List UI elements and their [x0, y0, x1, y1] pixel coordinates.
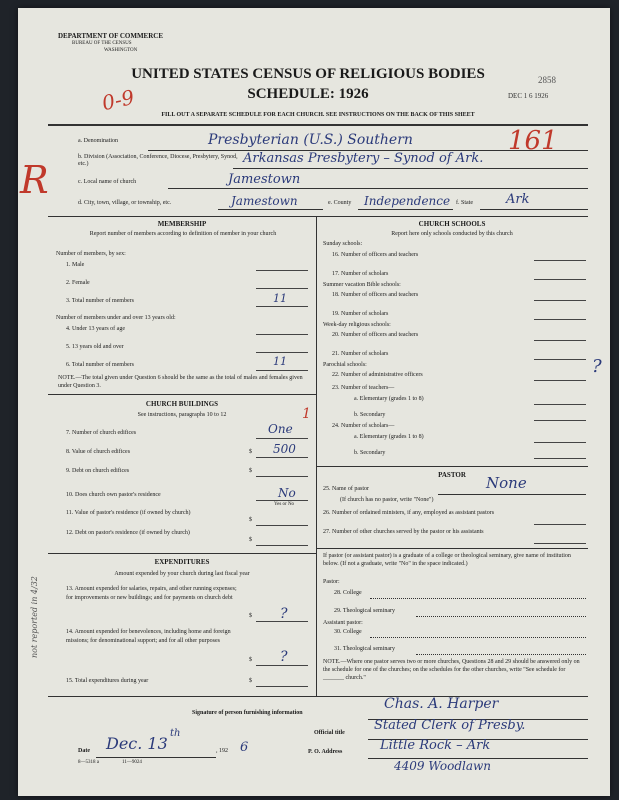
- po-address-street: 4409 Woodlawn: [394, 759, 491, 773]
- q27: 27. Number of other churches served by the pastor or his assistants: [323, 529, 484, 535]
- q23: 23. Number of teachers—: [332, 385, 395, 391]
- q3-total: 3. Total number of members: [66, 298, 134, 304]
- state-value: Ark: [506, 192, 530, 207]
- q26: 26. Number of ordained ministers, if any, employed as assistant pastors: [323, 510, 495, 516]
- q25-hint: (If church has no pastor, write "None"): [340, 497, 434, 503]
- q13-running-expenses: 13. Amount expended for salaries, repairs, and other running expenses; for improvements or new buildings; and for payments on church debt: [66, 586, 237, 601]
- q13-value: ?: [280, 606, 288, 622]
- q12-dollar: $: [249, 537, 252, 543]
- q25-value: None: [486, 474, 527, 492]
- q16: 16. Number of officers and teachers: [332, 252, 419, 258]
- q11-value-residence: 11. Value of pastor's residence (if owned by church): [66, 510, 191, 516]
- buildings-intro: See instructions, paragraphs 10 to 12: [137, 412, 227, 418]
- q2-female: 2. Female: [66, 280, 90, 286]
- q7-red-mark: 1: [302, 406, 311, 422]
- q18: 18. Number of officers and teachers: [332, 292, 419, 298]
- stamp-number: 2858: [538, 75, 556, 85]
- state-label: f. State: [456, 200, 473, 206]
- year-value: 6: [240, 740, 249, 755]
- q7-value: One: [268, 422, 293, 436]
- division-value: Arkansas Presbytery – Synod of Ark.: [243, 151, 484, 166]
- q12-debt-residence: 12. Debt on pastor's residence (if owned by church): [66, 530, 190, 536]
- q23b: b. Secondary: [354, 412, 386, 418]
- received-stamp-date: DEC 1 6 1926: [508, 92, 549, 100]
- q10-value: No: [278, 486, 296, 500]
- q24: 24. Number of scholars—: [332, 423, 395, 429]
- q7-edifices: 7. Number of church edifices: [66, 430, 137, 436]
- po-address-value: Little Rock – Ark: [380, 738, 491, 753]
- denomination-value: Presbyterian (U.S.) Southern: [208, 132, 413, 148]
- local-name-value: Jamestown: [228, 172, 301, 187]
- county-value: Independence: [364, 194, 451, 208]
- q14-value: ?: [280, 649, 288, 665]
- date-value: Dec. 13: [106, 734, 168, 753]
- pastor-heading: PASTOR: [438, 471, 466, 479]
- schools-heading: CHURCH SCHOOLS: [418, 220, 486, 228]
- q8-value-edifices: 8. Value of church edifices: [66, 449, 131, 455]
- q21: 21. Number of scholars: [332, 351, 389, 357]
- age-intro: Number of members under and over 13 years old:: [56, 315, 176, 321]
- membership-heading: MEMBERSHIP: [157, 220, 207, 228]
- q15-total-expenditures: 15. Total expenditures during year: [66, 678, 149, 684]
- county-label: e. County: [328, 200, 352, 206]
- q28: 28. College: [334, 590, 362, 596]
- assistant-subhead: Assistant pastor:: [323, 620, 363, 626]
- q8-value: 500: [273, 442, 296, 456]
- q10-hint: Yes or No: [274, 502, 295, 507]
- city-value: Jamestown: [231, 194, 298, 208]
- year-prefix: , 192: [216, 748, 228, 754]
- expenditures-intro: Amount expended by your church during last fiscal year: [114, 571, 250, 577]
- q13-dollar: $: [249, 613, 252, 619]
- signature-value: Chas. A. Harper: [384, 696, 499, 712]
- q31: 31. Theological seminary: [334, 646, 396, 652]
- red-r-mark: R: [20, 158, 49, 202]
- q22: 22. Number of administrative officers: [332, 372, 423, 378]
- q30: 30. College: [334, 629, 362, 635]
- q5-over-13: 5. 13 years old and over: [66, 344, 124, 350]
- expenditures-heading: EXPENDITURES: [154, 558, 210, 566]
- q1-male: 1. Male: [66, 262, 85, 268]
- local-name-label: c. Local name of church: [78, 179, 137, 185]
- q11-dollar: $: [249, 517, 252, 523]
- pastor-subhead: Pastor:: [323, 579, 340, 585]
- q6-total: 6. Total number of members: [66, 362, 134, 368]
- graduate-intro: If pastor (or assistant pastor) is a graduate of a college or theological seminary, give name of institution below. (If not a graduate, write "No" in the space indicated.): [323, 553, 571, 567]
- red-code-annotation: 0-9: [99, 84, 137, 116]
- pastor-note: NOTE.—Where one pastor serves two or more churches, Questions 28 and 29 should be answered only on the schedule for one of the churches; on the schedules for the other churches, write "See schedule for _______ church.": [323, 659, 580, 681]
- q9-debt-edifices: 9. Debt on church edifices: [66, 468, 130, 474]
- po-address-label: P. O. Address: [308, 749, 343, 755]
- q10-pastor-residence: 10. Does church own pastor's residence: [66, 492, 161, 498]
- q20: 20. Number of officers and teachers: [332, 332, 419, 338]
- schools-intro: Report here only schools conducted by this church: [391, 231, 513, 237]
- date-superscript: th: [170, 728, 181, 739]
- buildings-heading: CHURCH BUILDINGS: [145, 400, 219, 408]
- q24a: a. Elementary (grades 1 to 8): [354, 434, 424, 440]
- sunday-label: Sunday schools:: [323, 241, 363, 247]
- summer-label: Summer vacation Bible schools:: [323, 282, 401, 288]
- bureau-name: BUREAU OF THE CENSUS: [72, 41, 132, 46]
- form-subtitle: SCHEDULE: 1926: [247, 86, 369, 102]
- q15-dollar: $: [249, 678, 252, 684]
- weekday-label: Week-day religious schools:: [323, 322, 391, 328]
- division-label: b. Division (Association, Conference, Diocese, Presbytery, Synod, etc.): [78, 154, 238, 167]
- q8-dollar: $: [249, 449, 252, 455]
- membership-intro: Report number of members according to definition of member in your church: [89, 231, 277, 237]
- official-title-value: Stated Clerk of Presby.: [374, 718, 526, 733]
- date-label: Date: [78, 748, 90, 754]
- q14-dollar: $: [249, 657, 252, 663]
- form-code: 8—5318 a: [78, 760, 99, 765]
- parochial-label: Parochial schools:: [323, 362, 367, 368]
- q3-value: 11: [273, 292, 287, 305]
- form-code-2: 11—9024: [122, 760, 142, 765]
- denomination-label: a. Denomination: [78, 138, 118, 144]
- census-schedule-sheet: [18, 8, 610, 796]
- by-sex-label: Number of members, by sex:: [56, 251, 126, 257]
- q4-under-13: 4. Under 13 years of age: [66, 326, 125, 332]
- city-name: WASHINGTON: [104, 48, 138, 53]
- q23a: a. Elementary (grades 1 to 8): [354, 396, 424, 402]
- city-label: d. City, town, village, or township, etc.: [78, 200, 172, 206]
- red-number-annotation: 161: [508, 126, 558, 156]
- official-title-label: Official title: [314, 730, 345, 736]
- q29: 29. Theological seminary: [334, 608, 396, 614]
- q6-value: 11: [273, 355, 287, 368]
- q25: 25. Name of pastor: [323, 486, 369, 492]
- signature-label: Signature of person furnishing information: [192, 710, 303, 716]
- q17: 17. Number of scholars: [332, 271, 389, 277]
- q9-dollar: $: [249, 468, 252, 474]
- q24b: b. Secondary: [354, 450, 386, 456]
- membership-note: NOTE.—The total given under Question 6 should be the same as the total of males and females given under Question 3.: [58, 375, 303, 389]
- q14-benevolences: 14. Amount expended for benevolences, including home and foreign missions; for denominational support; and for all other purposes: [66, 629, 231, 644]
- q21-question-mark: ?: [592, 356, 602, 377]
- dept-name: DEPARTMENT OF COMMERCE: [58, 32, 164, 40]
- form-title: UNITED STATES CENSUS OF RELIGIOUS BODIES: [131, 66, 485, 82]
- instruction-line: FILL OUT A SEPARATE SCHEDULE FOR EACH CHURCH. SEE INSTRUCTIONS ON THE BACK OF THIS SHEET: [161, 112, 475, 118]
- q19: 19. Number of scholars: [332, 311, 389, 317]
- margin-note: not reported in 4/32: [30, 576, 39, 658]
